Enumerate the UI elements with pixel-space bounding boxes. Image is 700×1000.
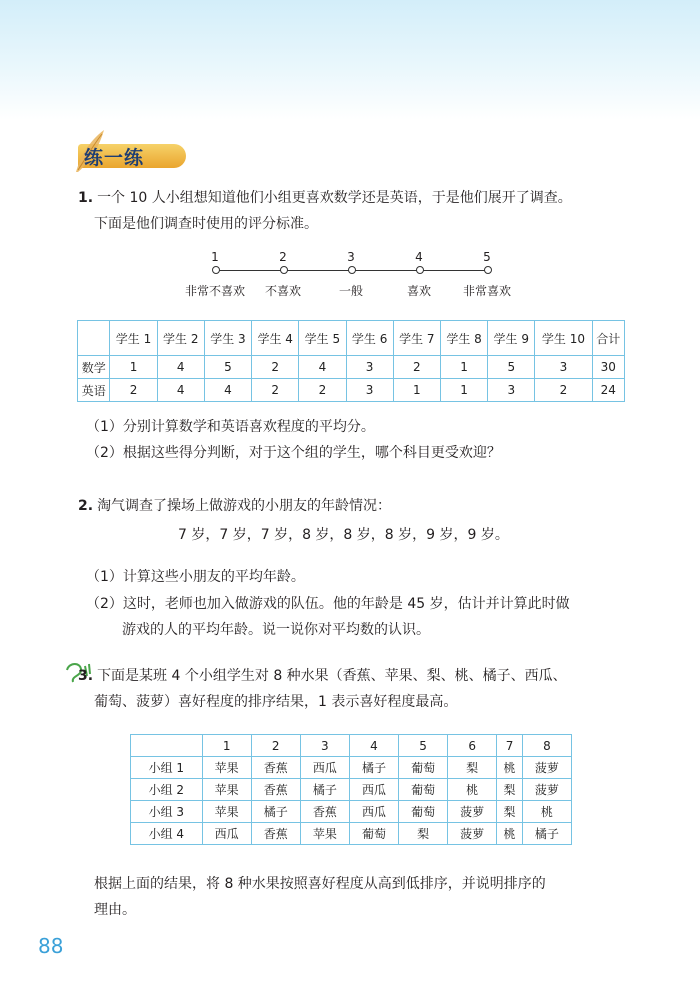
table-cell: 4 (157, 356, 204, 379)
table-cell: 4 (157, 379, 204, 402)
table-cell: 5 (204, 356, 251, 379)
table-row (78, 379, 625, 402)
table-cell: 2 (393, 356, 440, 379)
header-cell: 学生 2 (157, 321, 204, 356)
header-cell: 8 (522, 735, 571, 757)
rating-scale (150, 250, 550, 300)
q1-number: 1. (78, 190, 94, 206)
table-cell: 2 (252, 356, 299, 379)
scale-dot-5 (484, 266, 492, 274)
table-cell: 葡萄 (349, 823, 398, 845)
q3-text-1: 下面是某班 4 个小组学生对 8 种水果（香蕉、苹果、梨、桃、橘子、西瓜、 (97, 668, 567, 684)
scale-number-5: 5 (483, 250, 491, 264)
table-cell: 4 (204, 379, 251, 402)
table-cell: 24 (592, 379, 625, 402)
header-cell: 学生 9 (488, 321, 535, 356)
fruit-ranking-table (130, 734, 572, 845)
table-cell: 香蕉 (300, 801, 349, 823)
header-cell: 学生 3 (204, 321, 251, 356)
q1-sub1: （1）分别计算数学和英语喜欢程度的平均分。 (86, 419, 375, 435)
table-row (131, 823, 572, 845)
q3-line1 (78, 666, 567, 686)
q3-number: 3. (78, 668, 94, 684)
table-cell: 1 (110, 356, 157, 379)
header-cell: 学生 1 (110, 321, 157, 356)
top-gradient-band (0, 0, 700, 120)
header-cell: 7 (497, 735, 523, 757)
q1-text-1: 一个 10 人小组想知道他们小组更喜欢数学还是英语，于是他们展开了调查。 (97, 190, 572, 206)
q2-text-1: 淘气调查了操场上做游戏的小朋友的年龄情况： (97, 498, 392, 514)
q3-line2: 葡萄、菠萝）喜好程度的排序结果，1 表示喜好程度最高。 (94, 694, 458, 710)
table-cell: 橘子 (251, 801, 300, 823)
scale-label-3: 一般 (338, 284, 363, 298)
page-number: 88 (38, 934, 64, 958)
table-cell: 西瓜 (300, 757, 349, 779)
table-row (131, 801, 572, 823)
table-cell: 2 (110, 379, 157, 402)
table-cell: 香蕉 (251, 757, 300, 779)
scale-label-2: 不喜欢 (264, 284, 301, 298)
table-row (131, 779, 572, 801)
table-cell: 梨 (448, 757, 497, 779)
table-cell: 桃 (448, 779, 497, 801)
table-cell: 2 (299, 379, 346, 402)
table-cell: 苹果 (300, 823, 349, 845)
table-cell: 2 (535, 379, 592, 402)
table-cell: 西瓜 (349, 779, 398, 801)
scale-label-1: 非常不喜欢 (184, 284, 245, 298)
header-cell: 6 (448, 735, 497, 757)
table-cell: 橘子 (349, 757, 398, 779)
header-cell (78, 321, 110, 356)
table-cell: 桃 (522, 801, 571, 823)
header-cell: 1 (202, 735, 251, 757)
row-label-cell: 小组 2 (131, 779, 203, 801)
subject-header-row (78, 321, 625, 356)
table-cell: 橘子 (300, 779, 349, 801)
q3-follow1: 根据上面的结果，将 8 种水果按照喜好程度从高到低排序，并说明排序的 (94, 876, 546, 892)
table-cell: 香蕉 (251, 823, 300, 845)
table-cell: 桃 (497, 757, 523, 779)
table-cell: 3 (535, 356, 592, 379)
scale-number-2: 2 (279, 250, 287, 264)
header-cell: 5 (399, 735, 448, 757)
table-cell: 3 (346, 379, 393, 402)
table-cell: 菠萝 (522, 757, 571, 779)
header-cell: 2 (251, 735, 300, 757)
table-row (131, 757, 572, 779)
section-badge (70, 128, 190, 174)
table-cell: 葡萄 (399, 757, 448, 779)
subject-score-table (77, 320, 625, 402)
scale-dot-4 (416, 266, 424, 274)
q2-line1 (78, 496, 391, 516)
header-cell: 学生 4 (252, 321, 299, 356)
q3-follow2: 理由。 (94, 902, 136, 918)
header-cell: 学生 6 (346, 321, 393, 356)
table-cell: 梨 (497, 801, 523, 823)
scale-dot-2 (280, 266, 288, 274)
table-cell: 橘子 (522, 823, 571, 845)
table-cell: 西瓜 (349, 801, 398, 823)
header-cell (131, 735, 203, 757)
q1-line1 (78, 188, 572, 208)
table-cell: 苹果 (202, 779, 251, 801)
fruit-header-row (131, 735, 572, 757)
q1-line2: 下面是他们调查时使用的评分标准。 (94, 216, 318, 232)
header-cell: 学生 8 (440, 321, 487, 356)
table-cell: 西瓜 (202, 823, 251, 845)
table-cell: 葡萄 (399, 779, 448, 801)
table-cell: 4 (299, 356, 346, 379)
header-cell: 3 (300, 735, 349, 757)
q2-sub1: （1）计算这些小朋友的平均年龄。 (86, 569, 305, 585)
table-cell: 苹果 (202, 757, 251, 779)
row-label-cell: 小组 4 (131, 823, 203, 845)
row-label-cell: 英语 (78, 379, 110, 402)
table-cell: 桃 (497, 823, 523, 845)
table-cell: 苹果 (202, 801, 251, 823)
scale-number-3: 3 (347, 250, 355, 264)
row-label-cell: 小组 3 (131, 801, 203, 823)
table-cell: 葡萄 (399, 801, 448, 823)
table-row (78, 356, 625, 379)
table-cell: 菠萝 (522, 779, 571, 801)
row-label-cell: 小组 1 (131, 757, 203, 779)
table-cell: 1 (440, 379, 487, 402)
header-cell: 4 (349, 735, 398, 757)
table-cell: 梨 (399, 823, 448, 845)
table-cell: 2 (252, 379, 299, 402)
section-title: 练一练 (84, 147, 145, 169)
q2-sub2b: 游戏的人的平均年龄。说一说你对平均数的认识。 (122, 622, 430, 638)
table-cell: 菠萝 (448, 823, 497, 845)
header-cell: 学生 10 (535, 321, 592, 356)
table-cell: 菠萝 (448, 801, 497, 823)
scale-number-4: 4 (415, 250, 423, 264)
table-cell: 香蕉 (251, 779, 300, 801)
q2-number: 2. (78, 498, 94, 514)
table-cell: 3 (346, 356, 393, 379)
table-cell: 1 (440, 356, 487, 379)
row-label-cell: 数学 (78, 356, 110, 379)
q2-ages: 7 岁，7 岁，7 岁，8 岁，8 岁，8 岁，9 岁，9 岁。 (178, 527, 509, 543)
table-cell: 30 (592, 356, 625, 379)
q2-sub2a: （2）这时，老师也加入做游戏的队伍。他的年龄是 45 岁，估计并计算此时做 (86, 596, 570, 612)
table-cell: 3 (488, 379, 535, 402)
table-cell: 1 (393, 379, 440, 402)
table-cell: 5 (488, 356, 535, 379)
q1-sub2: （2）根据这些得分判断，对于这个组的学生，哪个科目更受欢迎？ (86, 445, 501, 461)
scale-label-4: 喜欢 (406, 284, 431, 298)
scale-dot-3 (348, 266, 356, 274)
header-cell: 合计 (592, 321, 625, 356)
scale-number-1: 1 (211, 250, 219, 264)
header-cell: 学生 5 (299, 321, 346, 356)
table-cell: 梨 (497, 779, 523, 801)
scale-dot-1 (212, 266, 220, 274)
scale-label-5: 非常喜欢 (462, 284, 511, 298)
header-cell: 学生 7 (393, 321, 440, 356)
